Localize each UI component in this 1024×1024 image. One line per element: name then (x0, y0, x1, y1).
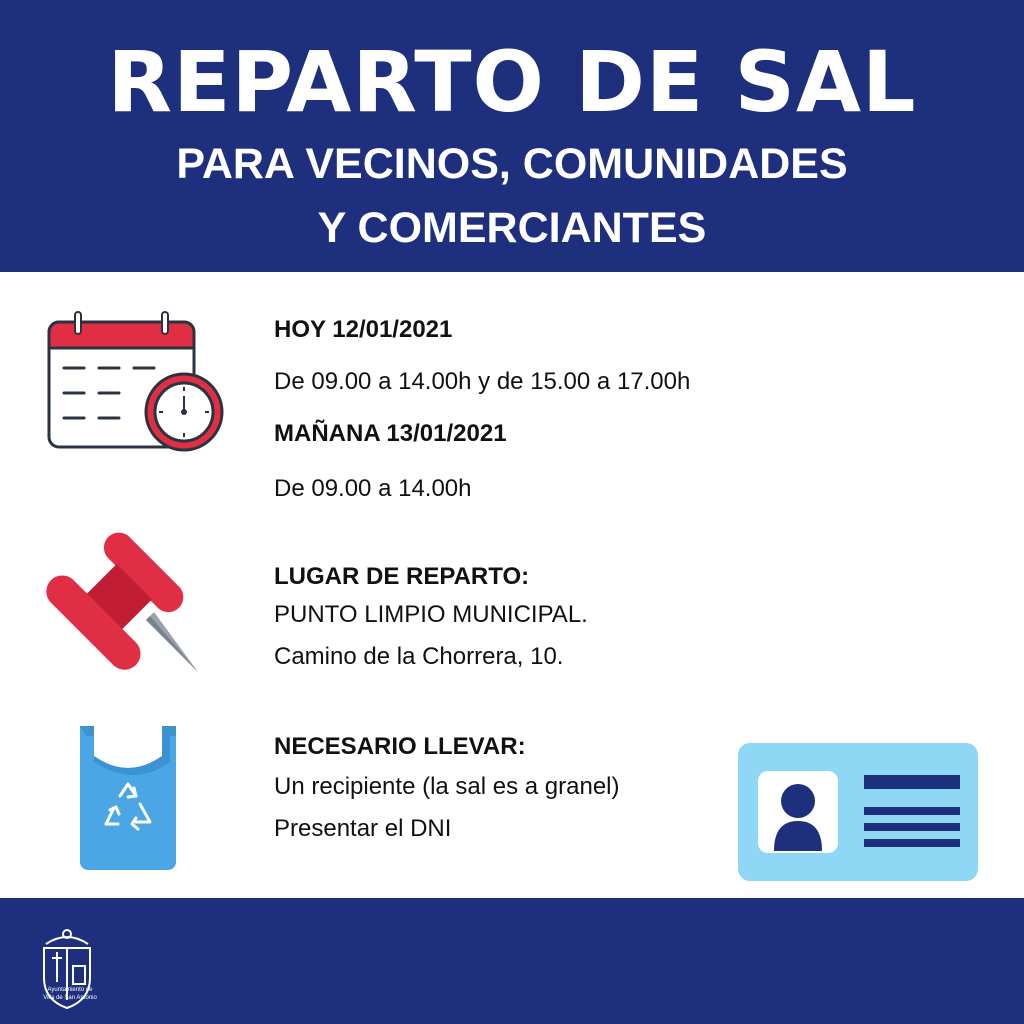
calendar-clock-icon (44, 310, 234, 460)
crest-caption-line2: Villa de San Antonio (43, 995, 97, 1001)
footer-banner (0, 898, 1024, 1024)
header-banner (0, 0, 1024, 272)
day1-label: HOY 12/01/2021 (274, 316, 453, 343)
requirement-item1: Un recipiente (la sal es a granel) (274, 773, 620, 800)
day1-hours: De 09.00 a 14.00h y de 15.00 a 17.00h (274, 368, 691, 395)
crest-caption (28, 986, 112, 1002)
day2-label: MAÑANA 13/01/2021 (274, 420, 507, 447)
page-subtitle-line2: Y COMERCIANTES (317, 204, 707, 252)
id-card-icon (738, 743, 978, 881)
crest-icon (32, 926, 102, 1016)
day2-hours: De 09.00 a 14.00h (274, 475, 472, 502)
crest-caption-line1: Ayuntamiento de (47, 987, 93, 993)
location-heading: LUGAR DE REPARTO: (274, 563, 530, 590)
location-place: PUNTO LIMPIO MUNICIPAL. (274, 601, 588, 628)
location-address: Camino de la Chorrera, 10. (274, 643, 564, 670)
pushpin-icon (36, 510, 206, 680)
requirements-heading: NECESARIO LLEVAR: (274, 733, 526, 760)
page-title: REPARTO DE SAL (107, 33, 917, 131)
page-subtitle-line1: PARA VECINOS, COMUNIDADES (176, 140, 848, 188)
requirement-item2: Presentar el DNI (274, 815, 452, 842)
recycle-bag-icon (78, 722, 178, 872)
